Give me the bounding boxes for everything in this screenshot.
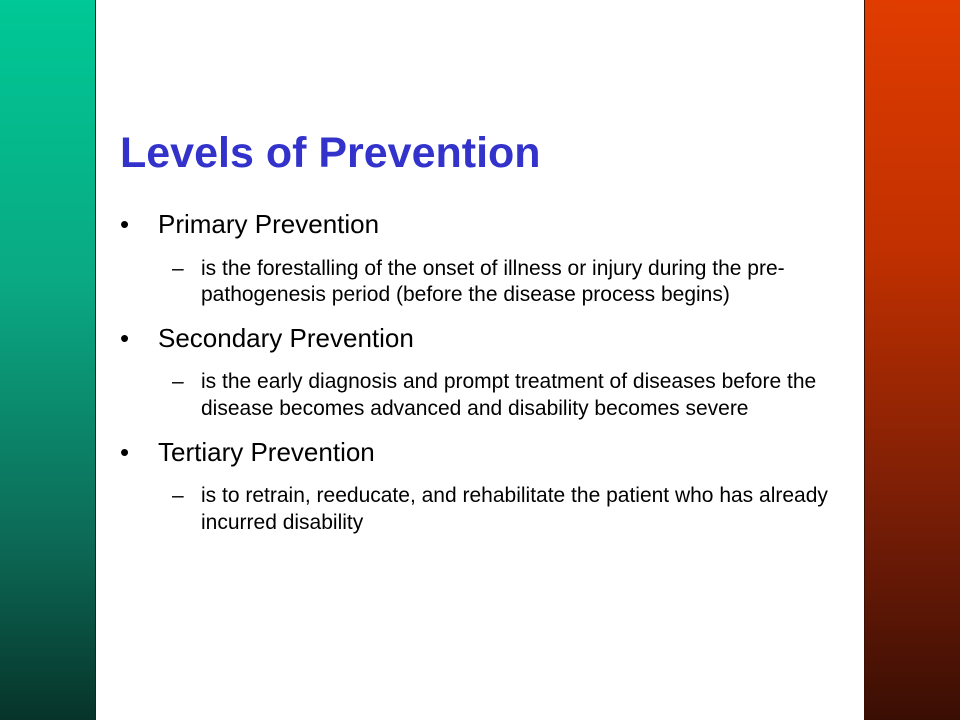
- bullet-row: [120, 322, 840, 355]
- sub-row: [120, 256, 840, 309]
- left-decorative-band: [0, 0, 96, 720]
- list-item-tertiary: [120, 436, 840, 537]
- item-heading: Tertiary Prevention: [158, 436, 375, 467]
- list-item-secondary: [120, 322, 840, 423]
- prevention-list: [120, 208, 840, 536]
- bullet-icon: •: [120, 322, 130, 353]
- item-description: is to retrain, reeducate, and rehabilitate the patient who has already incurred disability: [201, 484, 828, 534]
- list-item-primary: [120, 208, 840, 309]
- item-heading: Primary Prevention: [158, 209, 380, 239]
- bullet-row: [120, 208, 840, 241]
- item-heading: Secondary Prevention: [158, 322, 414, 353]
- item-description: is the early diagnosis and prompt treatment of diseases before the disease becomes advanced and disability becomes severe: [201, 370, 817, 420]
- bullet-row: [120, 436, 840, 469]
- slide-title: Levels of Prevention: [120, 129, 541, 177]
- item-description: is the forestalling of the onset of illness or injury during the pre-pathogenesis period (before the disease process begins): [201, 256, 785, 307]
- dash-icon: –: [172, 256, 184, 280]
- right-decorative-band: [864, 0, 960, 720]
- sub-row: [120, 369, 840, 422]
- dash-icon: –: [172, 484, 184, 508]
- sub-row: [120, 483, 840, 536]
- bullet-icon: •: [120, 209, 130, 239]
- bullet-icon: •: [120, 436, 130, 467]
- dash-icon: –: [172, 370, 184, 394]
